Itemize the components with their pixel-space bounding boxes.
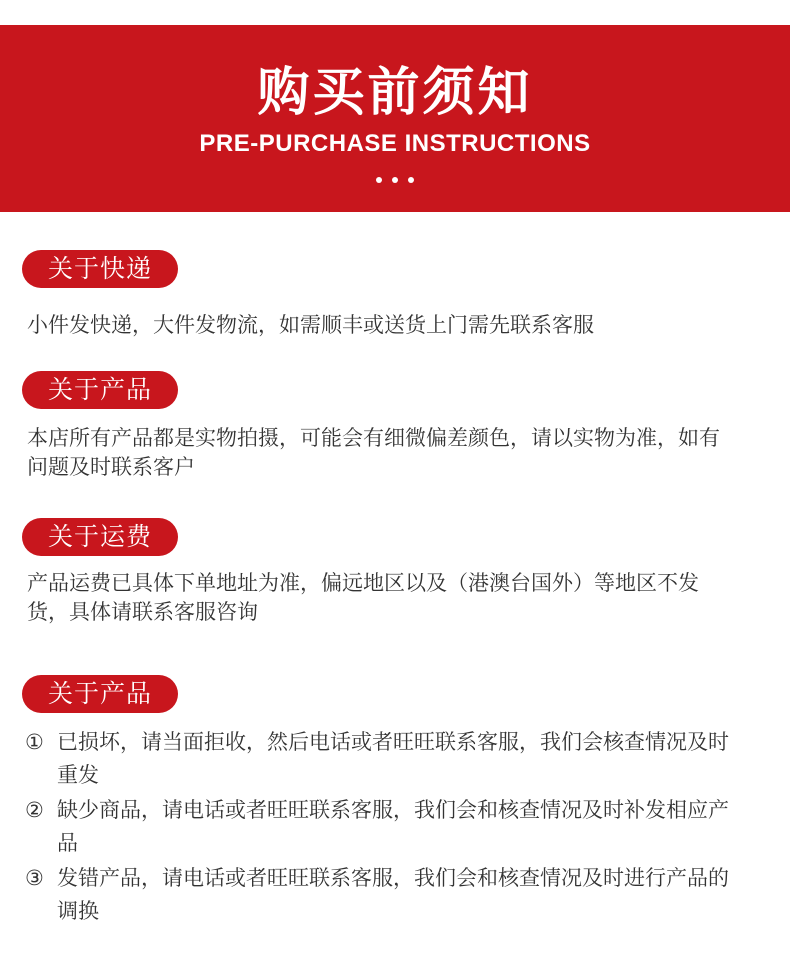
section-heading-product: 关于产品 bbox=[22, 371, 178, 409]
list-item bbox=[25, 794, 745, 860]
list-item-text: 发错产品，请电话或者旺旺联系客服，我们会和核查情况及时进行产品的调换 bbox=[57, 866, 729, 923]
list-marker: ① bbox=[25, 730, 44, 754]
section-heading-delivery: 关于快递 bbox=[22, 250, 178, 288]
section-heading-product-issues: 关于产品 bbox=[22, 675, 178, 713]
dot-icon bbox=[408, 177, 414, 183]
list-item bbox=[25, 726, 745, 792]
section-text-product: 本店所有产品都是实物拍摄，可能会有细微偏差颜色，请以实物为准，如有问题及时联系客户 bbox=[27, 426, 720, 479]
dot-icon bbox=[392, 177, 398, 183]
list-item-text: 已损坏，请当面拒收，然后电话或者旺旺联系客服，我们会核查情况及时重发 bbox=[57, 730, 729, 787]
header-banner bbox=[0, 25, 790, 212]
section-heading-shipping: 关于运费 bbox=[22, 518, 178, 556]
page-subtitle: PRE-PURCHASE INSTRUCTIONS bbox=[199, 130, 591, 157]
list-item-text: 缺少商品，请电话或者旺旺联系客服，我们会和核查情况及时补发相应产品 bbox=[57, 798, 729, 855]
section-text-shipping: 产品运费已具体下单地址为准，偏远地区以及（港澳台国外）等地区不发货，具体请联系客服咨询 bbox=[27, 571, 699, 624]
list-marker: ③ bbox=[25, 866, 44, 890]
decorative-dots bbox=[0, 177, 790, 189]
list-item bbox=[25, 862, 745, 928]
dot-icon bbox=[376, 177, 382, 183]
page-title: 购买前须知 bbox=[257, 63, 533, 123]
section-text-delivery: 小件发快递，大件发物流，如需顺丰或送货上门需先联系客服 bbox=[27, 313, 594, 337]
list-marker: ② bbox=[25, 798, 44, 822]
